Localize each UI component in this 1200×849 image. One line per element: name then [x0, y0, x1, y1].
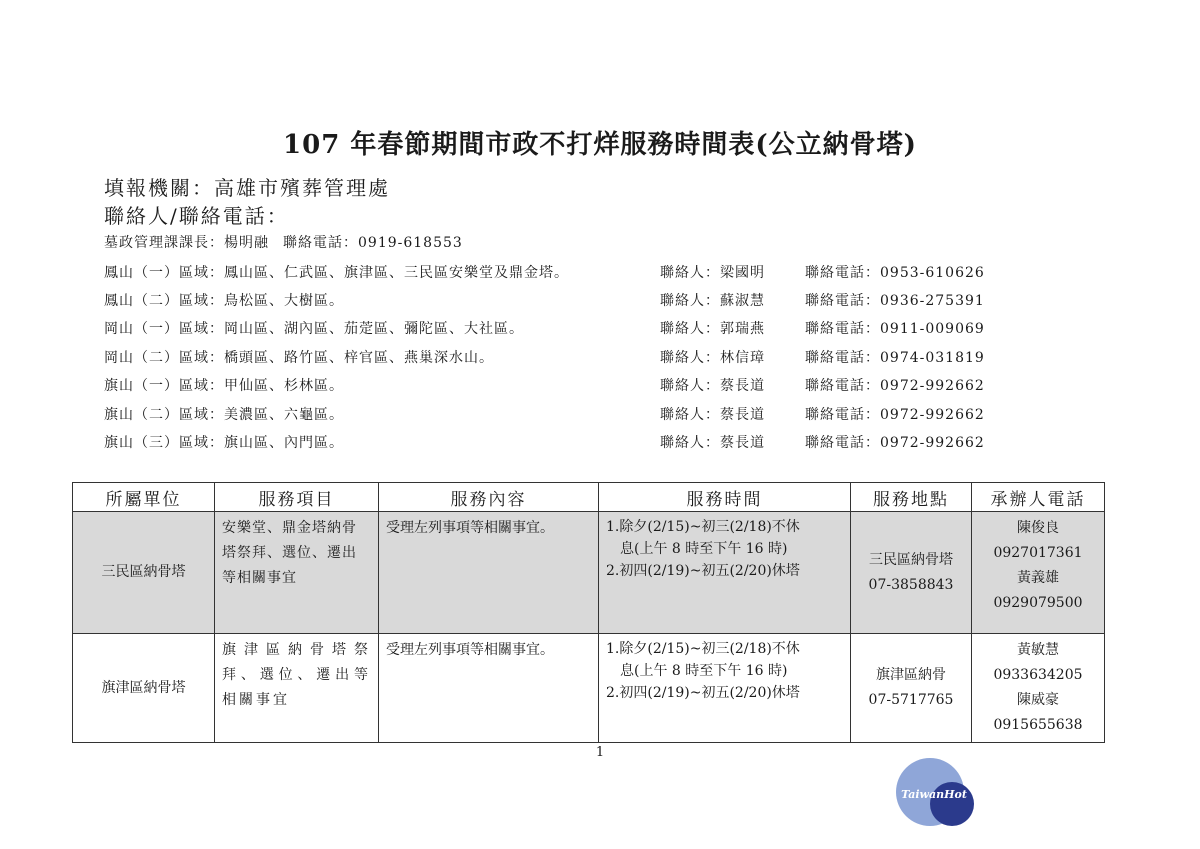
- region-contact-person: 聯絡人：梁國明: [660, 265, 765, 281]
- region-contact-person: 聯絡人：蔡長道: [660, 407, 765, 423]
- director-contact: [104, 232, 463, 252]
- region-area: 岡山（二）區域：橋頭區、路竹區、梓官區、燕巢深水山。: [104, 350, 494, 366]
- director-name: 墓政管理課課長：楊明融: [104, 235, 269, 251]
- region-phone: 聯絡電話：0911-009069: [805, 321, 985, 337]
- location-cell: [851, 634, 972, 743]
- time-line: 2.初四(2/19)~初五(2/20)休塔: [606, 685, 800, 701]
- region-area: 鳳山（一）區域：鳳山區、仁武區、旗津區、三民區安樂堂及鼎金塔。: [104, 265, 569, 281]
- item-cell: 安樂堂、鼎金塔納骨塔祭拜、選位、遷出等相關事宜: [215, 512, 379, 634]
- region-area: 旗山（三）區域：旗山區、內門區。: [104, 435, 344, 451]
- location-cell: [851, 512, 972, 634]
- time-line: 1.除夕(2/15)~初三(2/18)不休: [606, 641, 800, 657]
- region-phone: 聯絡電話：0972-992662: [805, 435, 985, 451]
- logo-text: TaiwanHot: [901, 788, 967, 801]
- location-phone: 07-3858843: [868, 576, 954, 593]
- region-row: [104, 404, 1004, 426]
- header-item: 服務項目: [215, 483, 379, 512]
- staff-cell: [972, 634, 1105, 743]
- header-staff-phone: 承辦人電話: [972, 483, 1105, 512]
- region-row: [104, 290, 1004, 312]
- unit-cell: 三民區納骨塔: [73, 512, 215, 634]
- table-header-row: [73, 483, 1105, 512]
- staff-name: 陳俊良: [1017, 520, 1059, 536]
- staff-cell: [972, 512, 1105, 634]
- taiwanhot-logo: [896, 756, 976, 828]
- region-row: [104, 262, 1004, 284]
- region-row: [104, 375, 1004, 397]
- region-contact-person: 聯絡人：蘇淑慧: [660, 293, 765, 309]
- region-phone: 聯絡電話：0953-610626: [805, 265, 985, 281]
- director-phone: 聯絡電話：0919-618553: [283, 235, 463, 251]
- contact-heading: 聯絡人/聯絡電話：: [104, 204, 289, 228]
- content-cell: 受理左列事項等相關事宜。: [379, 512, 599, 634]
- table-row: [73, 512, 1105, 634]
- time-line: 1.除夕(2/15)~初三(2/18)不休: [606, 519, 800, 535]
- region-phone: 聯絡電話：0972-992662: [805, 407, 985, 423]
- staff-name: 黃義雄: [1017, 570, 1059, 586]
- location-phone: 07-5717765: [868, 692, 954, 708]
- time-line: 息(上午 8 時至下午 16 時): [620, 541, 788, 557]
- unit-cell: 旗津區納骨塔: [73, 634, 215, 743]
- region-contact-person: 聯絡人：郭瑞燕: [660, 321, 765, 337]
- header-location: 服務地點: [851, 483, 972, 512]
- region-area: 旗山（一）區域：甲仙區、杉林區。: [104, 378, 344, 394]
- staff-phone: 0929079500: [993, 595, 1083, 611]
- region-phone: 聯絡電話：0936-275391: [805, 293, 985, 309]
- content-cell: 受理左列事項等相關事宜。: [379, 634, 599, 743]
- item-cell: 旗津區納骨塔祭拜、選位、遷出等相關事宜: [215, 634, 379, 743]
- region-row: [104, 432, 1004, 454]
- region-contact-person: 聯絡人：蔡長道: [660, 378, 765, 394]
- page-number: 1: [595, 745, 605, 760]
- region-phone: 聯絡電話：0974-031819: [805, 350, 985, 366]
- document-title: 107 年春節期間市政不打烊服務時間表(公立納骨塔): [283, 130, 917, 160]
- staff-phone: 0927017361: [993, 545, 1083, 561]
- time-cell: [599, 512, 851, 634]
- reporting-agency: 填報機關：高雄市殯葬管理處: [104, 176, 390, 200]
- region-contact-person: 聯絡人：蔡長道: [660, 435, 765, 451]
- service-table: [72, 482, 1105, 743]
- staff-name: 黃敏慧: [1017, 642, 1059, 658]
- header-unit: 所屬單位: [73, 483, 215, 512]
- region-area: 旗山（二）區域：美濃區、六龜區。: [104, 407, 344, 423]
- time-line: 2.初四(2/19)~初五(2/20)休塔: [606, 563, 800, 579]
- location-name: 旗津區納骨: [876, 667, 946, 683]
- staff-phone: 0933634205: [993, 667, 1083, 683]
- location-name: 三民區納骨塔: [869, 551, 953, 568]
- region-row: [104, 318, 1004, 340]
- region-contact-person: 聯絡人：林信璋: [660, 350, 765, 366]
- table-row: [73, 634, 1105, 743]
- staff-phone: 0915655638: [993, 717, 1083, 733]
- region-phone: 聯絡電話：0972-992662: [805, 378, 985, 394]
- header-time: 服務時間: [599, 483, 851, 512]
- time-cell: [599, 634, 851, 743]
- region-row: [104, 347, 1004, 369]
- header-content: 服務內容: [379, 483, 599, 512]
- staff-name: 陳威豪: [1017, 692, 1059, 708]
- region-area: 岡山（一）區域：岡山區、湖內區、茄萣區、彌陀區、大社區。: [104, 321, 524, 337]
- time-line: 息(上午 8 時至下午 16 時): [620, 663, 788, 679]
- region-area: 鳳山（二）區域：鳥松區、大樹區。: [104, 293, 344, 309]
